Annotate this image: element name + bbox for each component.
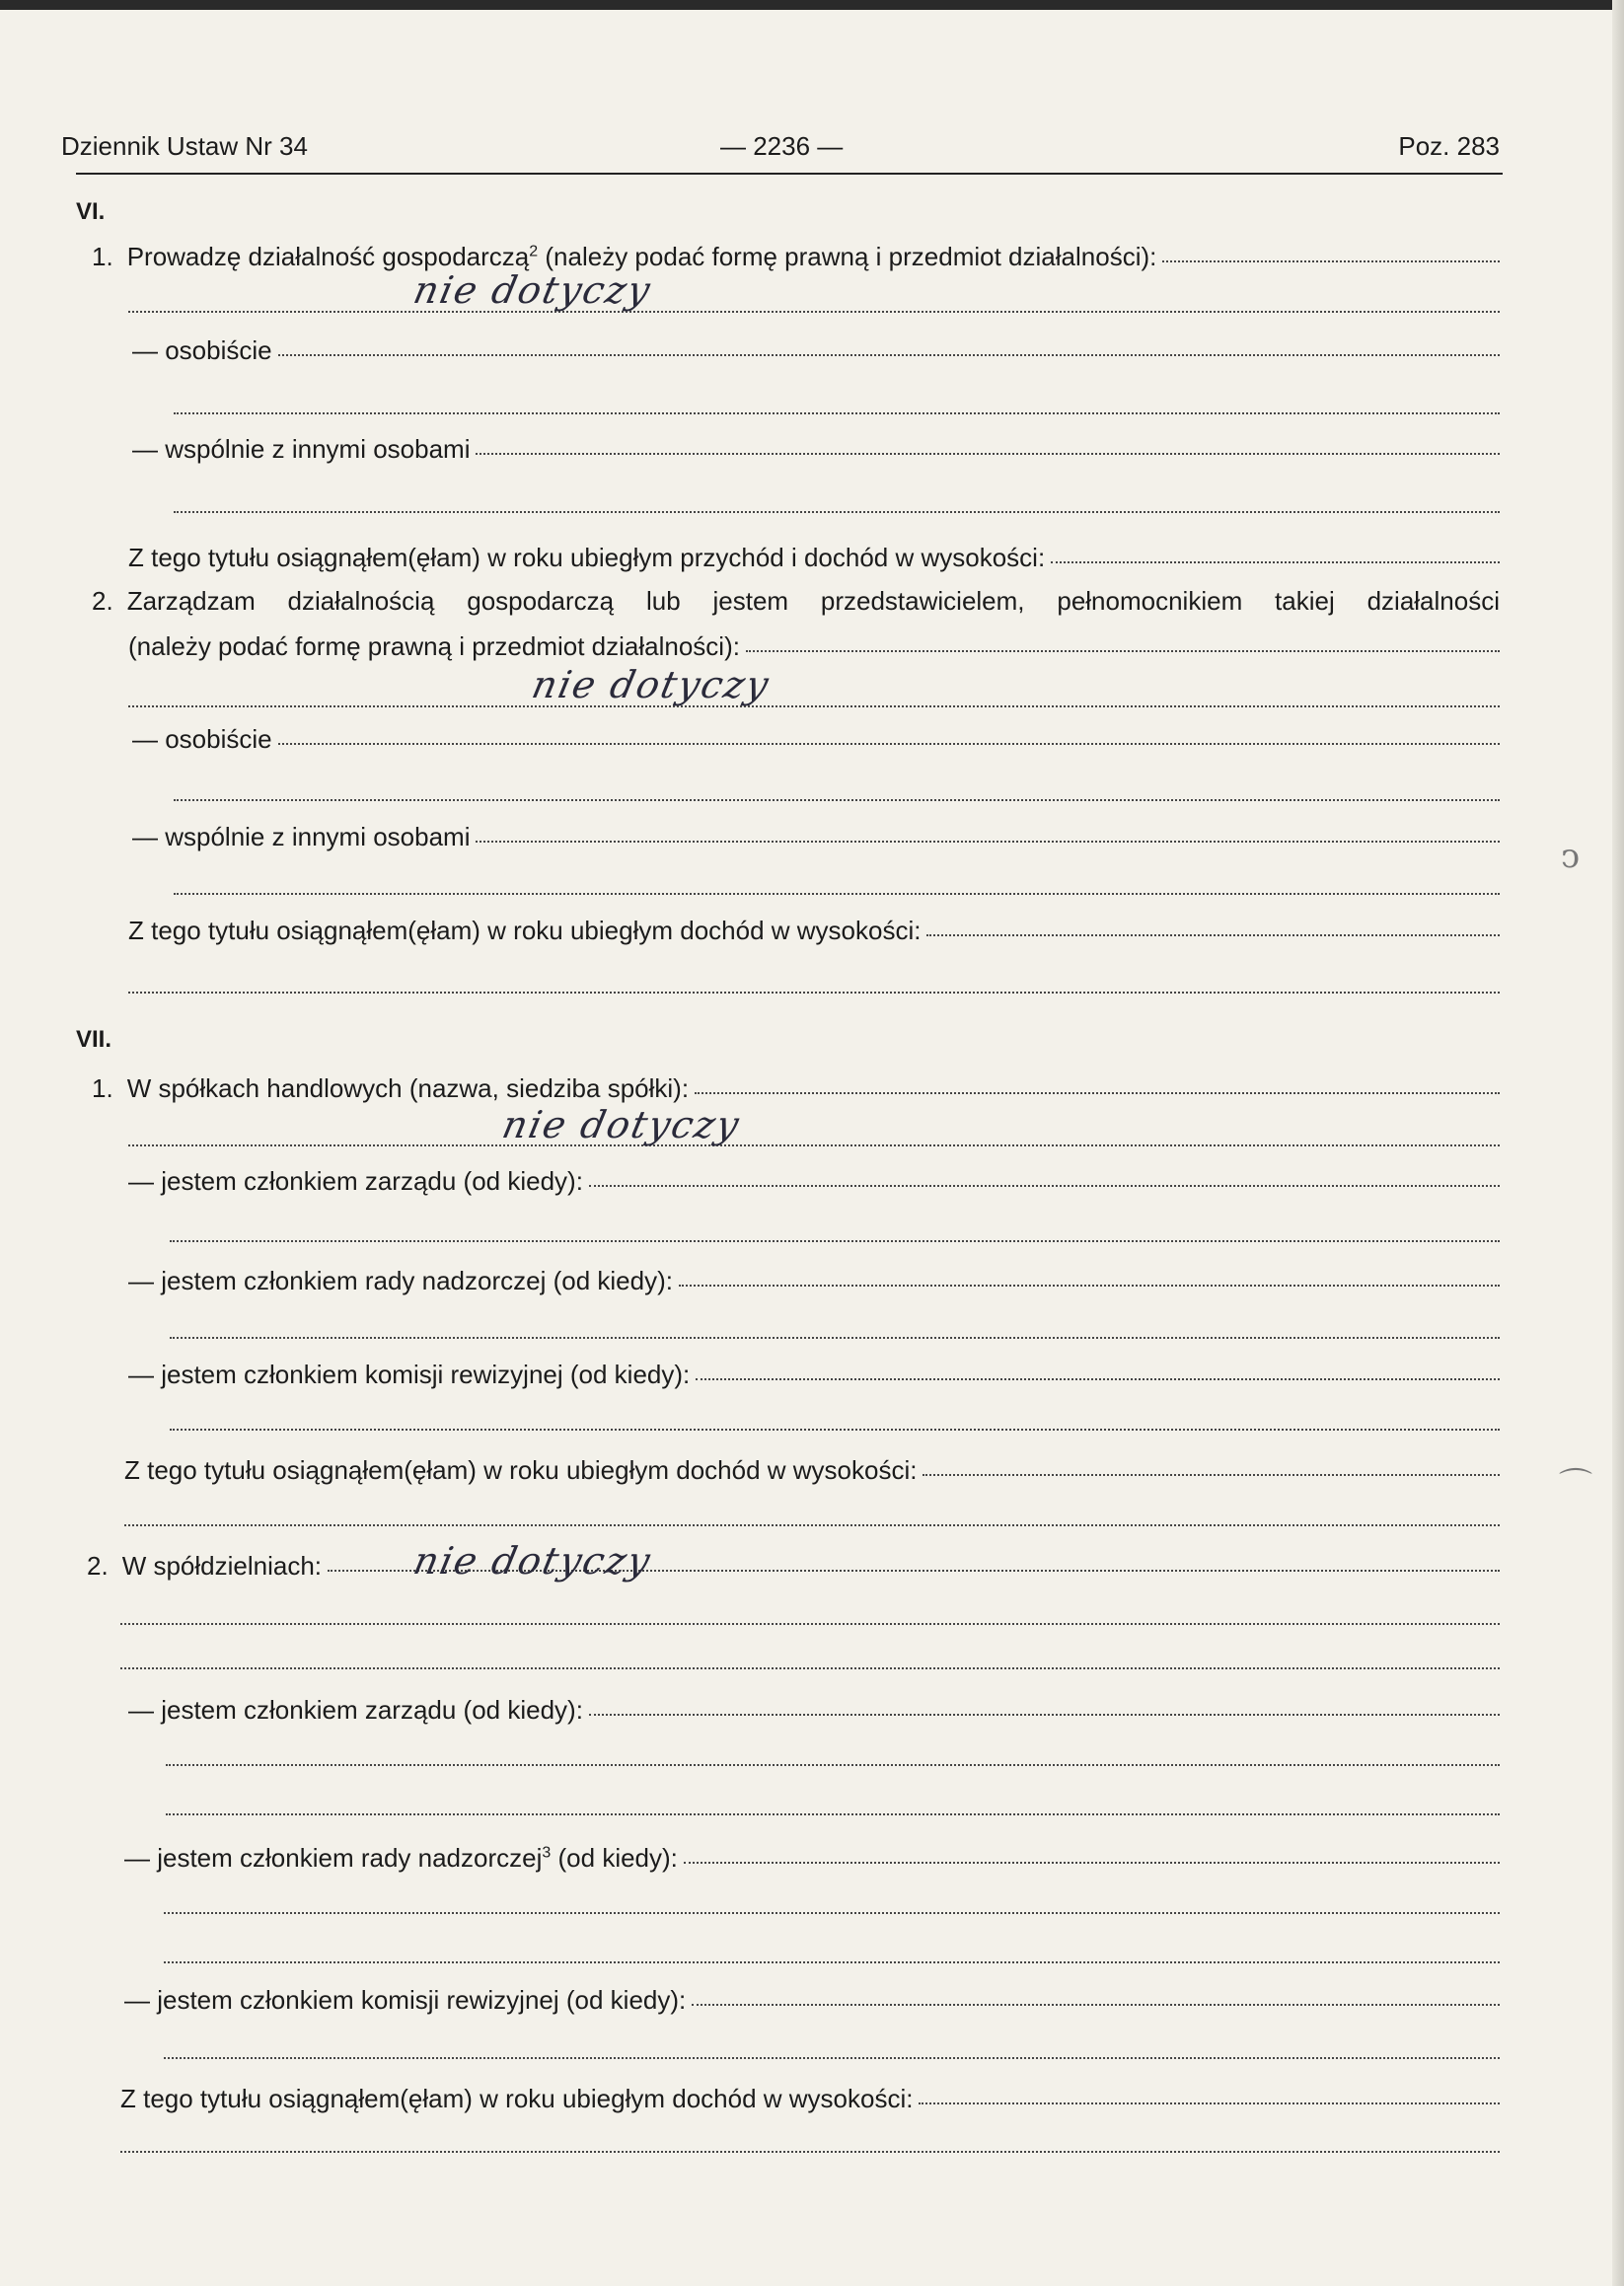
vii-2-supervisory-main: — jestem członkiem rady nadzorczej — [124, 1843, 543, 1873]
answer-line[interactable] — [923, 1474, 1500, 1476]
vii-2-income-label: Z tego tytułu osiągnąłem(ęłam) w roku ubiegłym dochód w wysokości: — [120, 2084, 914, 2113]
vi-1-jointly — [132, 434, 1500, 465]
vi-2-personally — [132, 724, 1500, 755]
vi-2-income-label: Z tego tytułu osiągnąłem(ęłam) w roku ubiegłym dochód w wysokości: — [128, 916, 922, 945]
header-rule — [76, 173, 1503, 175]
answer-line[interactable] — [746, 650, 1500, 652]
answer-line[interactable] — [589, 1714, 1500, 1716]
footnote-3-ref: 3 — [542, 1844, 552, 1862]
footnote-2-ref: 2 — [529, 243, 539, 260]
vii-2-text: W spółdzielniach: — [121, 1551, 322, 1581]
vi-2-jointly — [132, 822, 1500, 852]
answer-line[interactable] — [589, 1185, 1500, 1187]
answer-line[interactable] — [174, 799, 1500, 801]
vii-1-income — [124, 1455, 1500, 1486]
answer-line[interactable] — [919, 2102, 1500, 2104]
vii-2-board-label: — jestem członkiem zarządu (od kiedy): — [128, 1695, 583, 1725]
answer-line[interactable] — [695, 1092, 1500, 1094]
vi-1-jointly-label: — wspólnie z innymi osobami — [132, 434, 471, 464]
answer-line[interactable] — [166, 1813, 1500, 1815]
answer-line[interactable] — [128, 992, 1500, 994]
answer-line[interactable] — [1162, 260, 1500, 262]
vi-1-number: 1. — [92, 242, 113, 271]
vii-2-income — [120, 2084, 1500, 2114]
vii-1-board-label: — jestem członkiem zarządu (od kiedy): — [128, 1166, 583, 1196]
vii-1-supervisory — [128, 1266, 1500, 1296]
vii-2-supervisory — [124, 1843, 1500, 1874]
page-number: — 2236 — — [720, 131, 844, 161]
answer-line[interactable] — [696, 1378, 1500, 1380]
answer-line[interactable] — [170, 1337, 1500, 1339]
position-number: Poz. 283 — [1398, 131, 1500, 161]
vi-2-number: 2. — [92, 586, 113, 616]
answer-line[interactable] — [278, 354, 1500, 356]
answer-line[interactable] — [278, 743, 1500, 745]
handwritten-answer: nie dotyczy — [498, 1103, 745, 1146]
vii-1-board — [128, 1166, 1500, 1197]
answer-line[interactable] — [174, 511, 1500, 513]
vii-1-audit-label: — jestem członkiem komisji rewizyjnej (od kiedy): — [128, 1360, 691, 1389]
answer-line[interactable] — [692, 2004, 1500, 2006]
scan-mark: ⌒ — [1559, 1466, 1592, 1506]
vii-1-income-label: Z tego tytułu osiągnąłem(ęłam) w roku ubiegłym dochód w wysokości: — [124, 1455, 918, 1485]
vii-2-supervisory-label — [124, 1843, 678, 1874]
handwritten-answer: nie dotyczy — [409, 1539, 656, 1583]
vii-2-audit — [124, 1985, 1500, 2016]
answer-line[interactable] — [120, 1623, 1500, 1625]
section-vii-title: VII. — [76, 1026, 112, 1053]
answer-line[interactable] — [174, 412, 1500, 414]
vi-2-question-cont — [128, 631, 1500, 662]
section-vi-title: VI. — [76, 198, 106, 225]
journal-title: Dziennik Ustaw Nr 34 — [61, 131, 308, 161]
answer-line[interactable] — [926, 934, 1500, 936]
vi-1-question — [92, 242, 1500, 272]
vi-1-personally — [132, 335, 1500, 366]
answer-line[interactable] — [164, 1961, 1500, 1963]
vi-1-income — [128, 543, 1500, 573]
answer-line[interactable] — [128, 1144, 1500, 1146]
answer-line[interactable] — [170, 1429, 1500, 1431]
answer-line[interactable] — [1051, 561, 1500, 563]
handwritten-answer: nie dotyczy — [528, 663, 775, 706]
vi-2-question — [92, 586, 1500, 617]
vii-2-question — [87, 1551, 1500, 1582]
vi-1-text-tail: (należy podać formę prawną i przedmiot działalności): — [538, 242, 1157, 271]
vii-2-board — [128, 1695, 1500, 1726]
answer-line[interactable] — [128, 705, 1500, 707]
handwritten-answer: nie dotyczy — [409, 268, 656, 312]
vii-1-question — [92, 1073, 1500, 1104]
answer-line[interactable] — [128, 311, 1500, 313]
vii-1-text: W spółkach handlowych (nazwa, siedziba spółki): — [126, 1073, 690, 1103]
answer-line[interactable] — [679, 1285, 1500, 1287]
vii-1-number: 1. — [92, 1073, 113, 1103]
vi-2-text: Zarządzam działalnością gospodarczą lub jestem przedstawicielem, pełnomocnikiem takiej działalności — [126, 586, 1500, 616]
vi-1-text-main: Prowadzę działalność gospodarczą — [126, 242, 530, 271]
vii-2-audit-label: — jestem członkiem komisji rewizyjnej (od kiedy): — [124, 1985, 687, 2015]
answer-line[interactable] — [124, 1524, 1500, 1526]
vii-1-audit — [128, 1360, 1500, 1390]
vi-1-personally-label: — osobiście — [132, 335, 272, 365]
answer-line[interactable] — [476, 453, 1500, 455]
vi-2-personally-label: — osobiście — [132, 724, 272, 754]
answer-line[interactable] — [476, 841, 1500, 843]
scan-mark: ↄ — [1561, 837, 1581, 876]
vi-2-income — [128, 916, 1500, 946]
vi-1-income-label: Z tego tytułu osiągnąłem(ęłam) w roku ubiegłym przychód i dochód w wysokości: — [128, 543, 1046, 572]
vi-2-text-cont: (należy podać formę prawną i przedmiot działalności): — [128, 631, 740, 661]
vi-2-jointly-label: — wspólnie z innymi osobami — [132, 822, 471, 851]
answer-line[interactable] — [684, 1862, 1500, 1864]
answer-line[interactable] — [164, 1912, 1500, 1914]
answer-line[interactable] — [120, 1667, 1500, 1669]
answer-line[interactable] — [120, 2151, 1500, 2153]
vii-2-number: 2. — [87, 1551, 109, 1581]
answer-line[interactable] — [170, 1240, 1500, 1242]
vii-1-supervisory-label: — jestem członkiem rady nadzorczej (od kiedy): — [128, 1266, 673, 1295]
answer-line[interactable] — [164, 2057, 1500, 2059]
answer-line[interactable] — [166, 1764, 1500, 1766]
answer-line[interactable] — [174, 893, 1500, 895]
vii-2-supervisory-tail: (od kiedy): — [551, 1843, 678, 1873]
